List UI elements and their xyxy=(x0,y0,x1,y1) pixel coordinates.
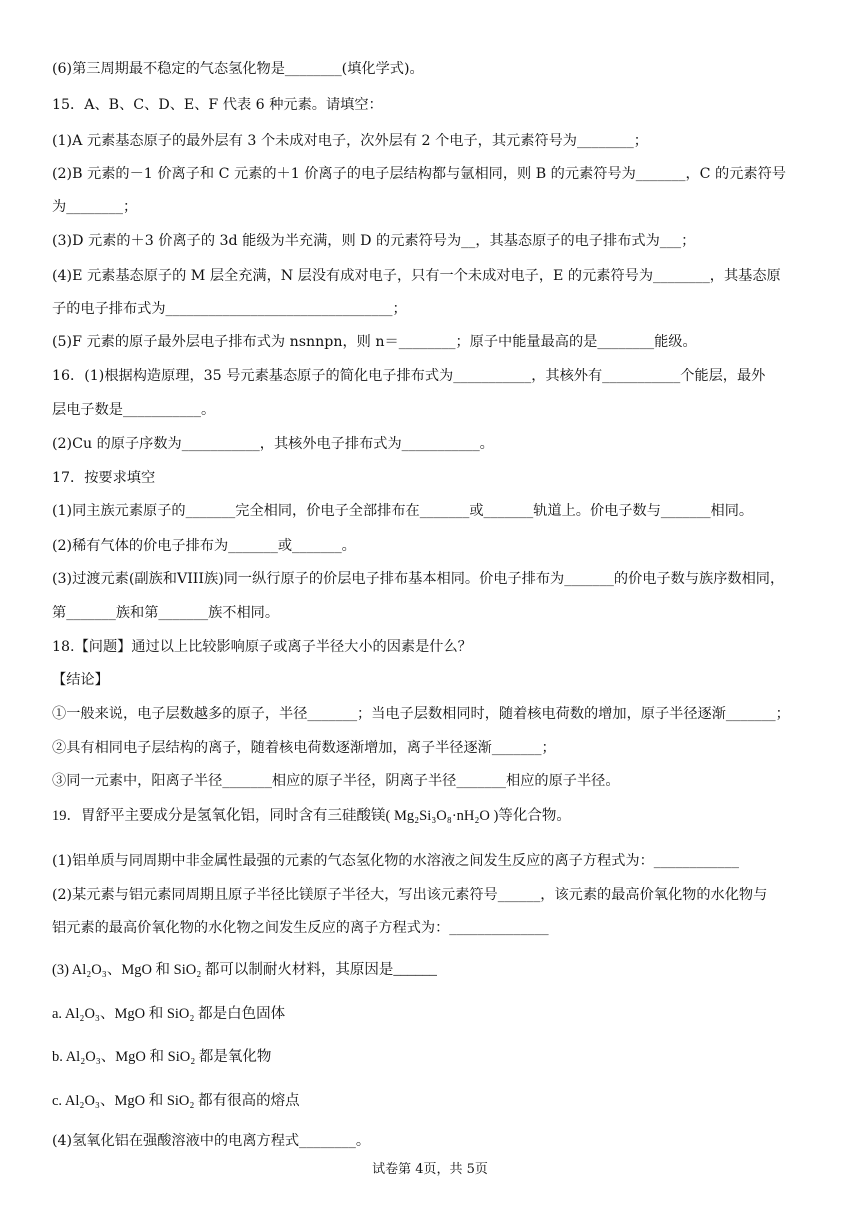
q17-2-line: (2)稀有气体的价电子排布为_______或_______。 xyxy=(52,538,356,554)
q19-3-option-a: a. Al₂O₃、MgO 和 SiO₂ 都是白色固体 xyxy=(52,1006,286,1022)
q17-3-line: (3)过渡元素(副族和VIII族)同一纵行原子的价层电子排布基本相同。价电子排布为_______的价电子数与族序数相同， xyxy=(52,571,785,587)
q18-conclusion-1: ①一般来说，电子层数越多的原子，半径_______；当电子层数相同时，随着核电荷数的增加，原子半径逐渐_______； xyxy=(52,706,790,722)
q19-3-option-c: c. Al₂O₃、MgO 和 SiO₂ 都有很高的熔点 xyxy=(52,1093,300,1109)
q14-6-line: (6)第三周期最不稳定的气态氢化物是________(填化学式)。 xyxy=(52,61,424,77)
q15-3-line: (3)D 元素的＋3 价离子的 3d 能级为半充满，则 D 的元素符号为__，其基态原子的电子排布式为___； xyxy=(52,233,696,249)
q17-1-line: (1)同主族元素原子的_______完全相同，价电子全部排布在_______或_______轨道上。价电子数与_______相同。 xyxy=(52,503,754,519)
q19-4-line: (4)氢氧化铝在强酸溶液中的电离方程式________。 xyxy=(52,1133,371,1149)
q19-3-line: (3) Al₂O₃、MgO 和 SiO₂ 都可以制耐火材料，其原因是______ xyxy=(52,962,437,978)
q19-2-line-cont: 铝元素的最高价氧化物的水化物之间发生反应的离子方程式为：______________ xyxy=(52,920,549,936)
q15-1-line: (1)A 元素基态原子的最外层有 3 个未成对电子，次外层有 2 个电子，其元素符号为________； xyxy=(52,133,648,149)
q15-heading: 15．A、B、C、D、E、F 代表 6 种元素。请填空： xyxy=(52,97,383,113)
q19-2-line: (2)某元素与铝元素同周期且原子半径比镁原子半径大，写出该元素符号______，该元素的最高价氧化物的水化物与 xyxy=(52,887,768,903)
q18-question: 18.【问题】通过以上比较影响原子或离子半径大小的因素是什么？ xyxy=(52,639,472,655)
q18-conclusion-2: ②具有相同电子层结构的离子，随着核电荷数逐渐增加，离子半径逐渐_______； xyxy=(52,740,556,756)
q18-conclusion-heading: 【结论】 xyxy=(52,672,109,688)
q19-1-line: (1)铝单质与同周期中非金属性最强的元素的气态氢化物的水溶液之间发生反应的离子方程式为：____________ xyxy=(52,853,739,869)
q16-1-line: 16．(1)根据构造原理，35 号元素基态原子的简化电子排布式为___________，其核外有___________个能层，最外 xyxy=(52,368,766,384)
q19-3-option-b: b. Al₂O₃、MgO 和 SiO₂ 都是氧化物 xyxy=(52,1049,272,1065)
q15-5-line: (5)F 元素的原子最外层电子排布式为 nsnnpn，则 n＝________；原子中能量最高的是________能级。 xyxy=(52,334,697,350)
q15-4-line-cont: 子的电子排布式为________________________________； xyxy=(52,301,407,317)
q15-2-line-cont: 为________； xyxy=(52,199,138,215)
q17-3-line-cont: 第_______族和第_______族不相同。 xyxy=(52,605,280,621)
q18-conclusion-3: ③同一元素中，阳离子半径_______相应的原子半径，阴离子半径_______相应的原子半径。 xyxy=(52,773,620,789)
q15-2-line: (2)B 元素的－1 价离子和 C 元素的＋1 价离子的电子层结构都与氩相同，则 B 的元素符号为_______，C 的元素符号 xyxy=(52,166,786,182)
q16-1-line-cont: 层电子数是___________。 xyxy=(52,402,216,418)
q15-4-line: (4)E 元素基态原子的 M 层全充满，N 层没有成对电子，只有一个未成对电子，E 的元素符号为________，其基态原 xyxy=(52,268,781,284)
page-footer: 试卷第 4页，共 5页 xyxy=(372,1162,488,1177)
q19-heading: 19．胃舒平主要成分是氢氧化铝，同时含有三硅酸镁( Mg₂Si₃O₈·nH₂O )等化合物。 xyxy=(52,808,571,824)
q17-heading: 17．按要求填空 xyxy=(52,470,156,486)
q16-2-line: (2)Cu 的原子序数为___________，其核外电子排布式为___________。 xyxy=(52,436,494,452)
